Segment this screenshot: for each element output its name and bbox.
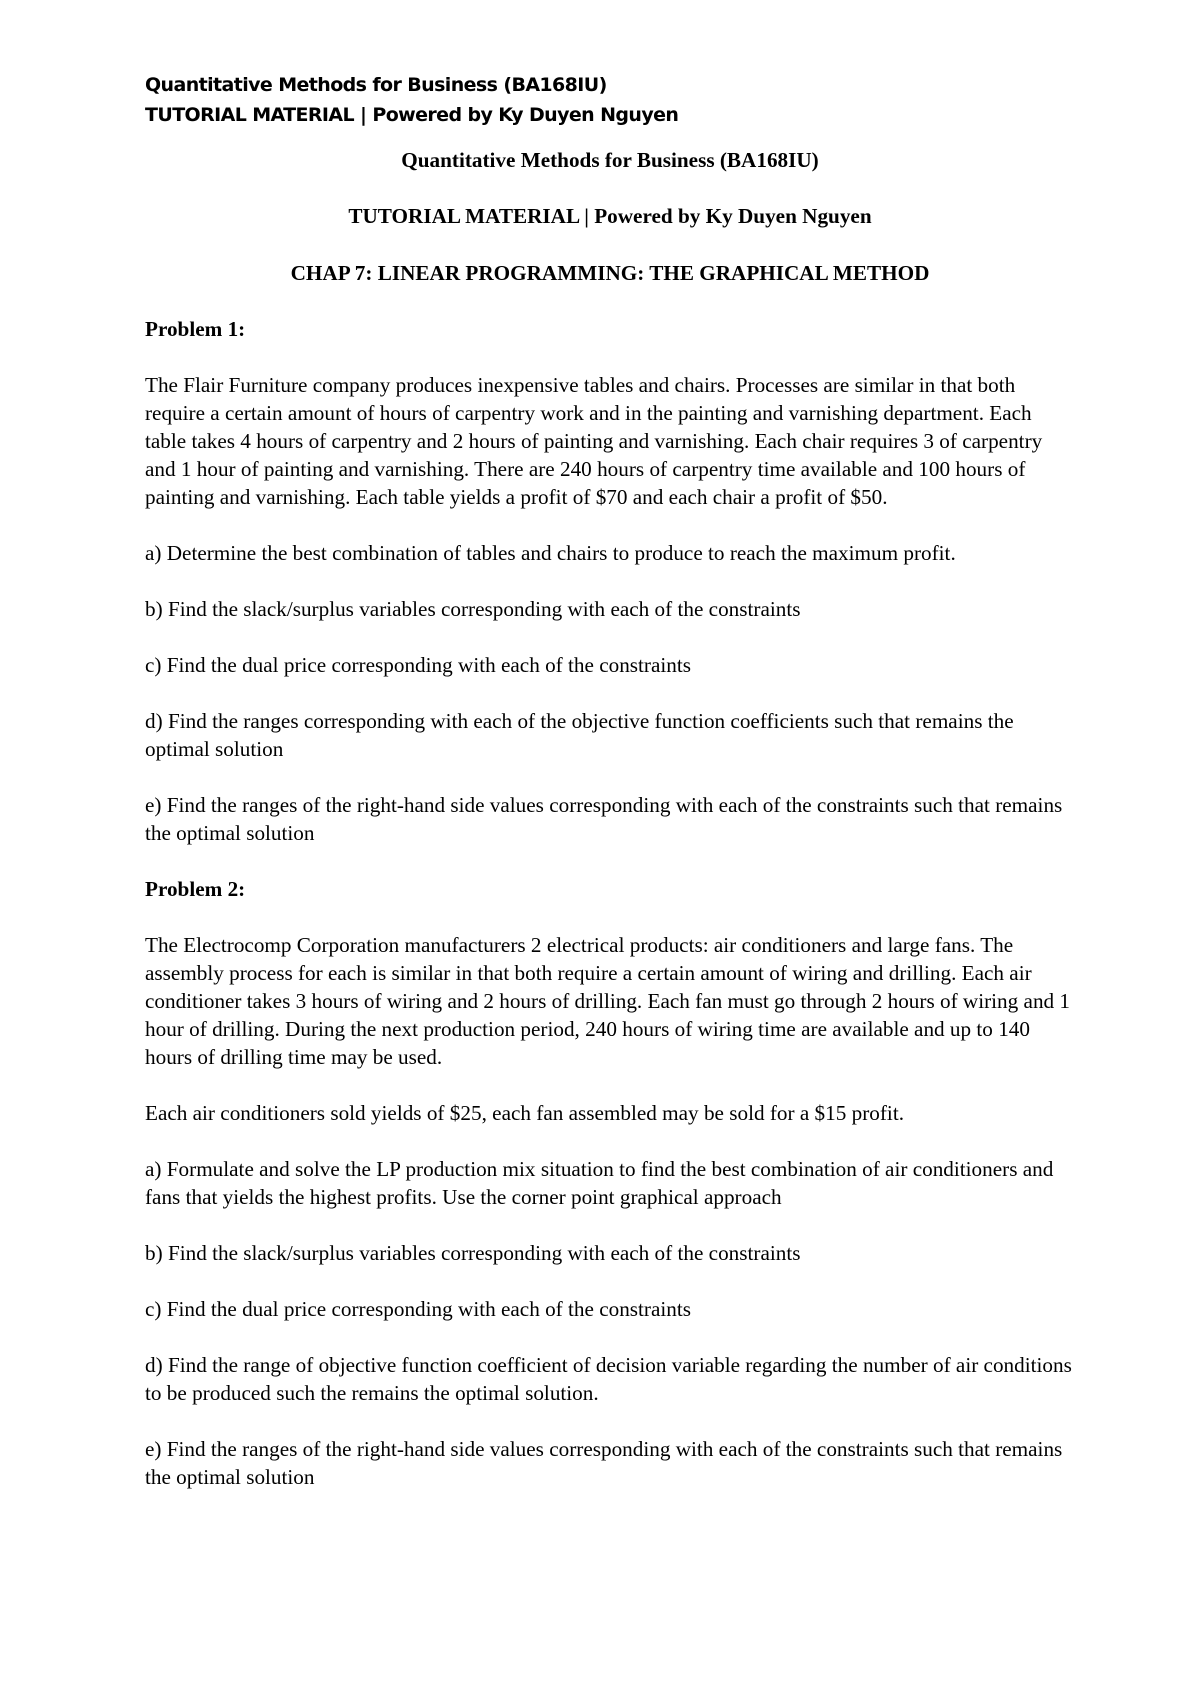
problem-2-question-b: b) Find the slack/surplus variables corresponding with each of the constraints	[145, 1241, 801, 1265]
problem-1-question-d: d) Find the ranges corresponding with each of the objective function coefficients such that remains the optimal solution	[145, 709, 1014, 761]
header-material-line: TUTORIAL MATERIAL | Powered by Ky Duyen Nguyen	[145, 104, 679, 126]
course-title: Quantitative Methods for Business (BA168IU)	[401, 148, 819, 172]
problem-1-question-a: a) Determine the best combination of tables and chairs to produce to reach the maximum profit.	[145, 541, 956, 565]
document-body	[145, 146, 1075, 1491]
problem-1-question-c: c) Find the dual price corresponding with each of the constraints	[145, 653, 692, 677]
problem-1-heading: Problem 1:	[145, 317, 246, 341]
problem-2-statement: The Electrocomp Corporation manufacturers 2 electrical products: air conditioners and large fans. The assembly process for each is similar in that both require a certain amount of wiring and drilling. Each air conditioner takes 3 hours of wiring and 2 hours of drilling. Each fan must go through 2 hours of wiring and 1 hour of drilling. During the next production period, 240 hours of wiring time are available and up to 140 hours of drilling time may be used.	[145, 933, 1071, 1069]
problem-2-question-e: e) Find the ranges of the right-hand side values corresponding with each of the constraints such that remains the optimal solution	[145, 1437, 1063, 1489]
problem-2-heading: Problem 2:	[145, 877, 246, 901]
page-header	[145, 70, 678, 130]
problem-1-question-e: e) Find the ranges of the right-hand side values corresponding with each of the constraints such that remains the optimal solution	[145, 793, 1063, 845]
problem-2-question-d: d) Find the range of objective function coefficient of decision variable regarding the number of air conditions to be produced such the remains the optimal solution.	[145, 1353, 1072, 1405]
material-line: TUTORIAL MATERIAL | Powered by Ky Duyen Nguyen	[348, 204, 872, 228]
problem-2-question-c: c) Find the dual price corresponding with each of the constraints	[145, 1297, 692, 1321]
header-course-line: Quantitative Methods for Business (BA168IU)	[145, 74, 607, 96]
problem-2-profit-note: Each air conditioners sold yields of $25, each fan assembled may be sold for a $15 profit.	[145, 1101, 905, 1125]
problem-2-question-a: a) Formulate and solve the LP production mix situation to find the best combination of air conditioners and fans that yields the highest profits. Use the corner point graphical approach	[145, 1157, 1054, 1209]
problem-1-statement: The Flair Furniture company produces inexpensive tables and chairs. Processes are similar in that both require a certain amount of hours of carpentry work and in the painting and varnishing department. Each table takes 4 hours of carpentry and 2 hours of painting and varnishing. Each chair requires 3 of carpentry and 1 hour of painting and varnishing. There are 240 hours of carpentry time available and 100 hours of painting and varnishing. Each table yields a profit of $70 and each chair a profit of $50.	[145, 373, 1043, 509]
chapter-title: CHAP 7: LINEAR PROGRAMMING: THE GRAPHICAL METHOD	[290, 261, 930, 285]
problem-1-question-b: b) Find the slack/surplus variables corresponding with each of the constraints	[145, 597, 801, 621]
